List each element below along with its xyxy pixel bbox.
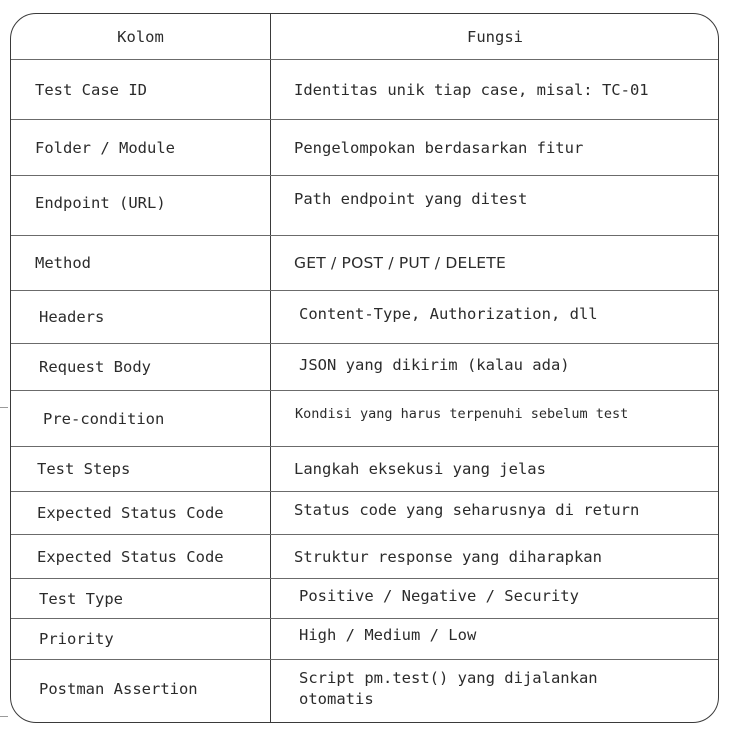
table-row [11, 120, 718, 176]
cell-fungsi: Status code yang seharusnya di return [294, 501, 640, 520]
table-row [11, 492, 718, 535]
cell-kolom: Postman Assertion [39, 679, 198, 698]
cell-kolom: Expected Status Code [37, 504, 224, 523]
header-fungsi: Fungsi [467, 27, 523, 46]
table-row [11, 618, 718, 660]
table-row [11, 344, 718, 391]
table-row [11, 579, 718, 619]
cell-fungsi: Path endpoint yang ditest [294, 189, 528, 208]
cell-fungsi: Kondisi yang harus terpenuhi sebelum test [295, 405, 629, 422]
cell-fungsi: Positive / Negative / Security [299, 586, 579, 605]
cell-fungsi: Content-Type, Authorization, dll [299, 305, 598, 324]
cell-kolom: Test Case ID [35, 80, 147, 99]
cell-kolom: Headers [39, 308, 105, 327]
edge-tick [0, 716, 8, 717]
table-row [11, 447, 718, 492]
cell-kolom: Folder / Module [35, 138, 175, 157]
table-row [11, 391, 718, 447]
cell-kolom: Expected Status Code [37, 547, 224, 566]
table-header-row [11, 14, 718, 60]
cell-fungsi: JSON yang dikirim (kalau ada) [299, 356, 570, 375]
cell-kolom: Method [35, 254, 91, 273]
cell-fungsi: Langkah eksekusi yang jelas [294, 460, 546, 479]
table-row [11, 291, 718, 344]
header-kolom: Kolom [117, 27, 164, 46]
edge-tick [0, 407, 8, 408]
table-row [11, 236, 718, 291]
cell-fungsi: Identitas unik tiap case, misal: TC-01 [294, 80, 649, 99]
cell-kolom: Request Body [39, 358, 151, 377]
table-row [11, 535, 718, 579]
table-row [11, 60, 718, 120]
cell-kolom: Priority [39, 629, 114, 648]
cell-fungsi: GET / POST / PUT / DELETE [294, 254, 506, 273]
cell-kolom: Test Type [39, 589, 123, 608]
table-row [11, 176, 718, 236]
cell-kolom: Pre-condition [43, 409, 165, 428]
cell-kolom: Test Steps [37, 460, 131, 479]
cell-fungsi: Pengelompokan berdasarkan fitur [294, 138, 584, 157]
cell-fungsi: Struktur response yang diharapkan [294, 547, 602, 566]
table-row [11, 660, 718, 723]
cell-fungsi: High / Medium / Low [299, 625, 477, 644]
cell-fungsi: Script pm.test() yang dijalankan otomatis [299, 669, 598, 708]
testcase-columns-table [10, 13, 719, 723]
cell-kolom: Endpoint (URL) [35, 193, 166, 212]
